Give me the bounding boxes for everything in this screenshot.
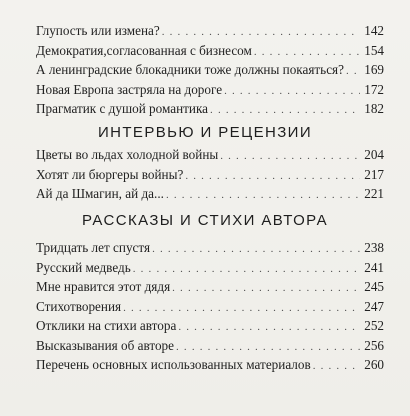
toc-leader-dots: [210, 101, 360, 121]
toc-entry-title: Глупость или измена?: [36, 23, 160, 38]
toc-leader-dots: [224, 82, 360, 102]
toc-entry[interactable]: [36, 355, 384, 375]
toc-entry-page: 204: [364, 147, 384, 162]
toc-entry-page: 260: [364, 357, 384, 372]
toc-entry-title: Высказывания об авторе: [36, 337, 175, 353]
toc-entry-title: Русский медведь: [36, 259, 131, 275]
toc-entry-page: 252: [364, 318, 384, 333]
toc-entry-page: 172: [364, 81, 384, 97]
toc-entry[interactable]: [36, 21, 384, 41]
toc-entry-title: Прагматик с душой романтика: [36, 101, 209, 116]
toc-entry[interactable]: [36, 258, 384, 278]
toc-leader-dots: [220, 147, 360, 167]
toc-entry-title: Хотят ли бюргеры войны?: [36, 166, 184, 182]
toc-entry-title: Мне нравится этот дядя: [36, 279, 171, 294]
toc-entry-title: Новая Европа застряла на дороге: [36, 81, 223, 97]
toc-section-interviews: [36, 145, 384, 204]
toc-entry[interactable]: [36, 336, 384, 356]
toc-entry-title: Стихотворения: [36, 298, 122, 314]
toc-leader-dots: [313, 357, 360, 377]
toc-leader-dots: [152, 240, 360, 260]
toc-entry-page: 238: [364, 240, 384, 255]
toc-entry-title: Цветы во льдах холодной войны: [36, 147, 219, 162]
toc-entry-page: 245: [364, 279, 384, 294]
toc-leader-dots: [346, 62, 360, 82]
toc-entry-page: 169: [364, 62, 384, 77]
toc-entry-title: Перечень основных использованных материалов: [36, 357, 311, 372]
toc-leader-dots: [178, 318, 360, 338]
toc-entry-page: 217: [364, 166, 384, 182]
toc-leader-dots: [185, 167, 360, 187]
toc-section-continued: [36, 21, 384, 119]
section-heading-stories: РАССКАЗЫ И СТИХИ АВТОРА: [82, 212, 328, 229]
section-heading-interviews: ИНТЕРВЬЮ И РЕЦЕНЗИИ: [97, 124, 313, 141]
toc-entry-title: Отклики на стихи автора: [36, 318, 177, 333]
toc-entry[interactable]: [36, 238, 384, 258]
toc-entry-title: Демократия,согласованная с бизнесом: [36, 42, 252, 58]
toc-entry[interactable]: [36, 316, 384, 336]
toc-entry-title: Тридцать лет спустя: [36, 240, 151, 255]
toc-entry-page: 256: [364, 337, 384, 353]
toc-entry[interactable]: [36, 60, 384, 80]
toc-leader-dots: [172, 279, 360, 299]
toc-entry[interactable]: [36, 297, 384, 317]
toc-entry[interactable]: [36, 41, 384, 61]
toc-entry[interactable]: [36, 184, 384, 204]
toc-entry-page: 182: [364, 101, 384, 116]
toc-entry-page: 154: [364, 42, 384, 58]
toc-entry-page: 247: [364, 298, 384, 314]
toc-entry-page: 142: [364, 23, 384, 38]
toc-section-stories: [36, 238, 384, 375]
toc-entry[interactable]: [36, 145, 384, 165]
toc-entry[interactable]: [36, 277, 384, 297]
toc-leader-dots: [166, 186, 360, 206]
toc-entry-title: А ленинградские блокадники тоже должны покаяться?: [36, 62, 344, 77]
toc-entry[interactable]: [36, 99, 384, 119]
toc-entry-page: 241: [364, 259, 384, 275]
toc-entry[interactable]: [36, 165, 384, 185]
toc-entry-title: Ай да Шмагин, ай да...: [36, 186, 164, 201]
toc-entry-page: 221: [364, 186, 384, 201]
toc-entry[interactable]: [36, 80, 384, 100]
